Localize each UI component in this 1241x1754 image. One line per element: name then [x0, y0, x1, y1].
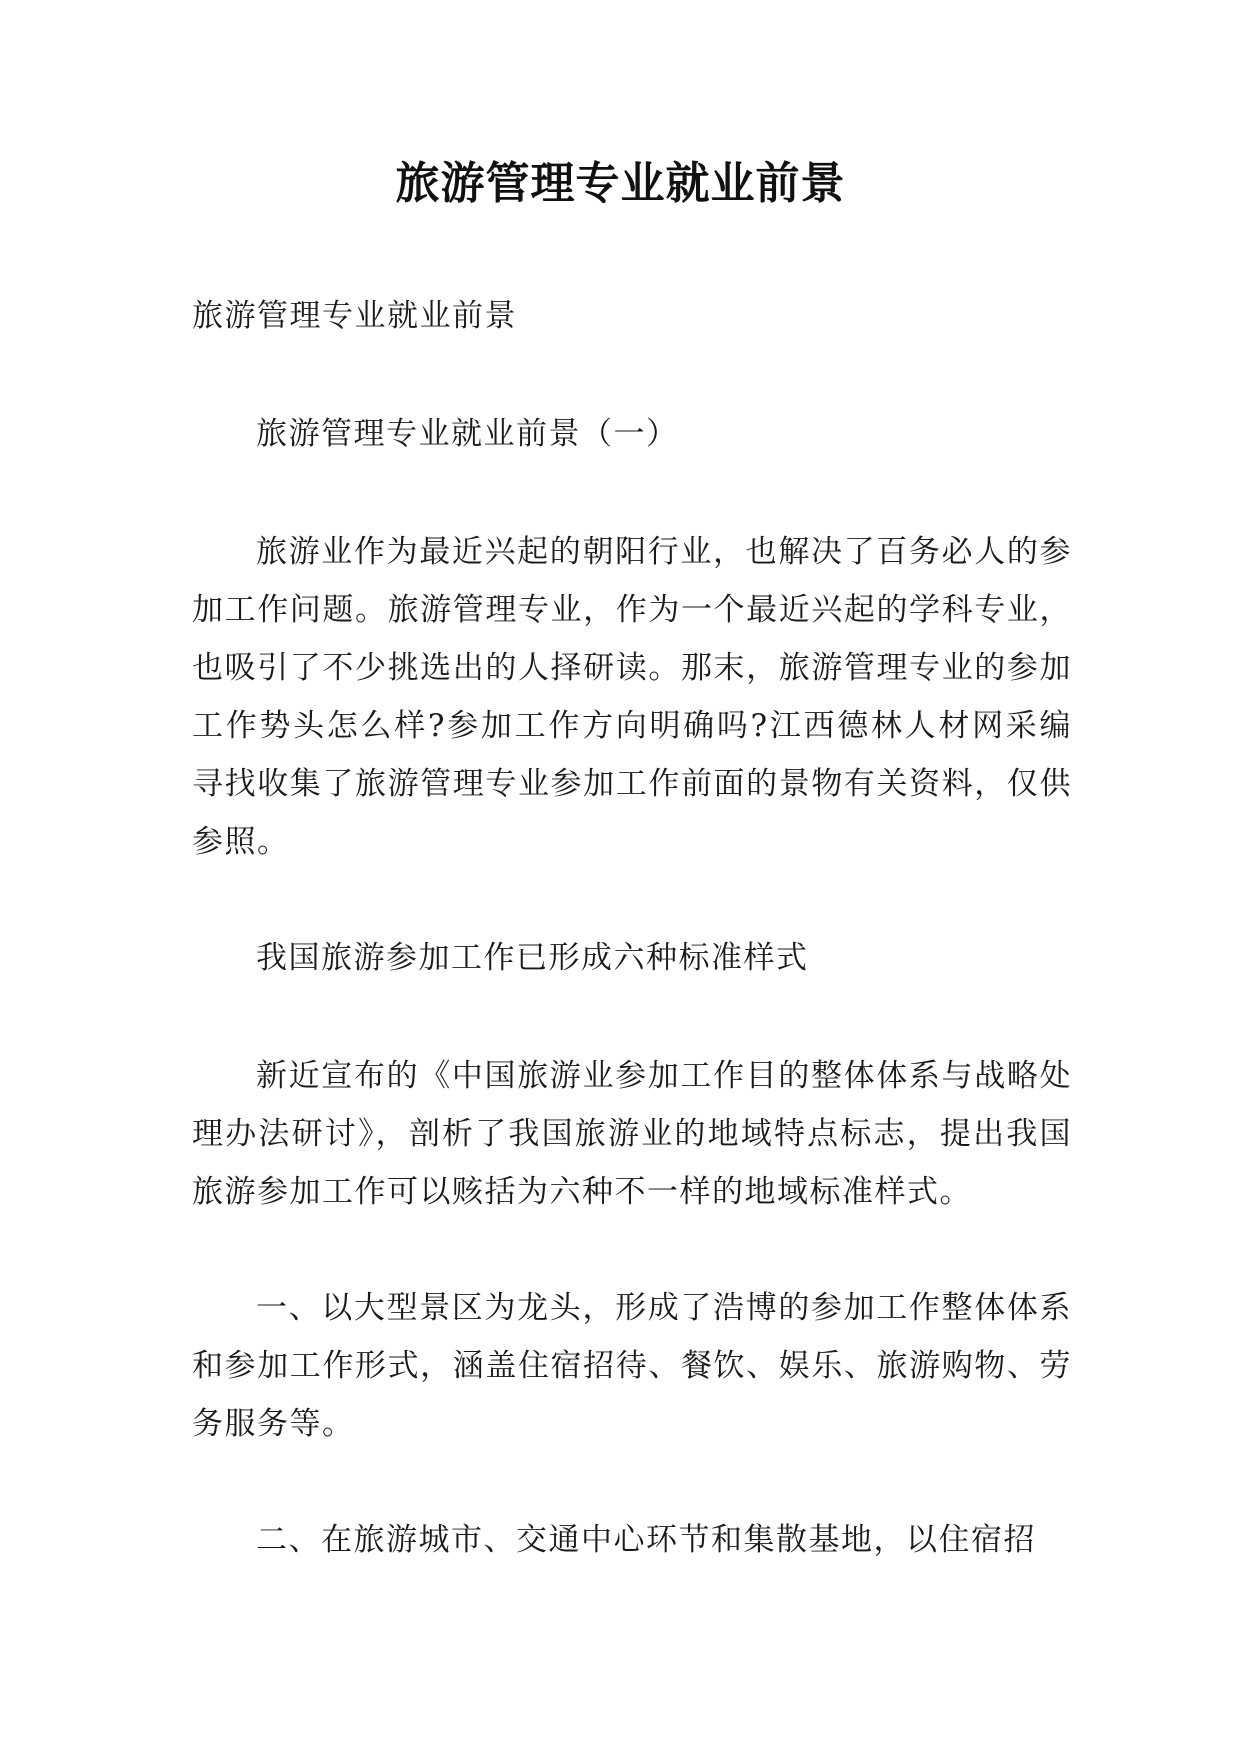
- paragraph-intro: 旅游业作为最近兴起的朝阳行业，也解决了百务必人的参加工作问题。旅游管理专业，作为一个最近兴起的学科专业，也吸引了不少挑选出的人择研读。那末，旅游管理专业的参加工作势头怎么样?参加工作方向明确吗?江西德林人材网采编寻找收集了旅游管理专业参加工作前面的景物有关资料，仅供参照。: [192, 534, 1072, 860]
- sub-heading: 我国旅游参加工作已形成六种标准样式: [256, 940, 809, 976]
- paragraph-mode-two: 二、在旅游城市、交通中心环节和集散基地，以住宿招: [256, 1522, 1036, 1558]
- document-title: 旅游管理专业就业前景: [395, 158, 846, 209]
- document-subtitle: 旅游管理专业就业前景: [192, 298, 517, 334]
- paragraph-mode-one: 一、以大型景区为龙头，形成了浩博的参加工作整体体系和参加工作形式，涵盖住宿招待、餐饮、娱乐、旅游购物、劳务服务等。: [192, 1290, 1072, 1442]
- section-heading: 旅游管理专业就业前景（一）: [256, 416, 679, 452]
- paragraph-research: 新近宣布的《中国旅游业参加工作目的整体体系与战略处理办法研讨》，剖析了我国旅游业的地域特点标志，提出我国旅游参加工作可以赅括为六种不一样的地域标准样式。: [192, 1058, 1072, 1210]
